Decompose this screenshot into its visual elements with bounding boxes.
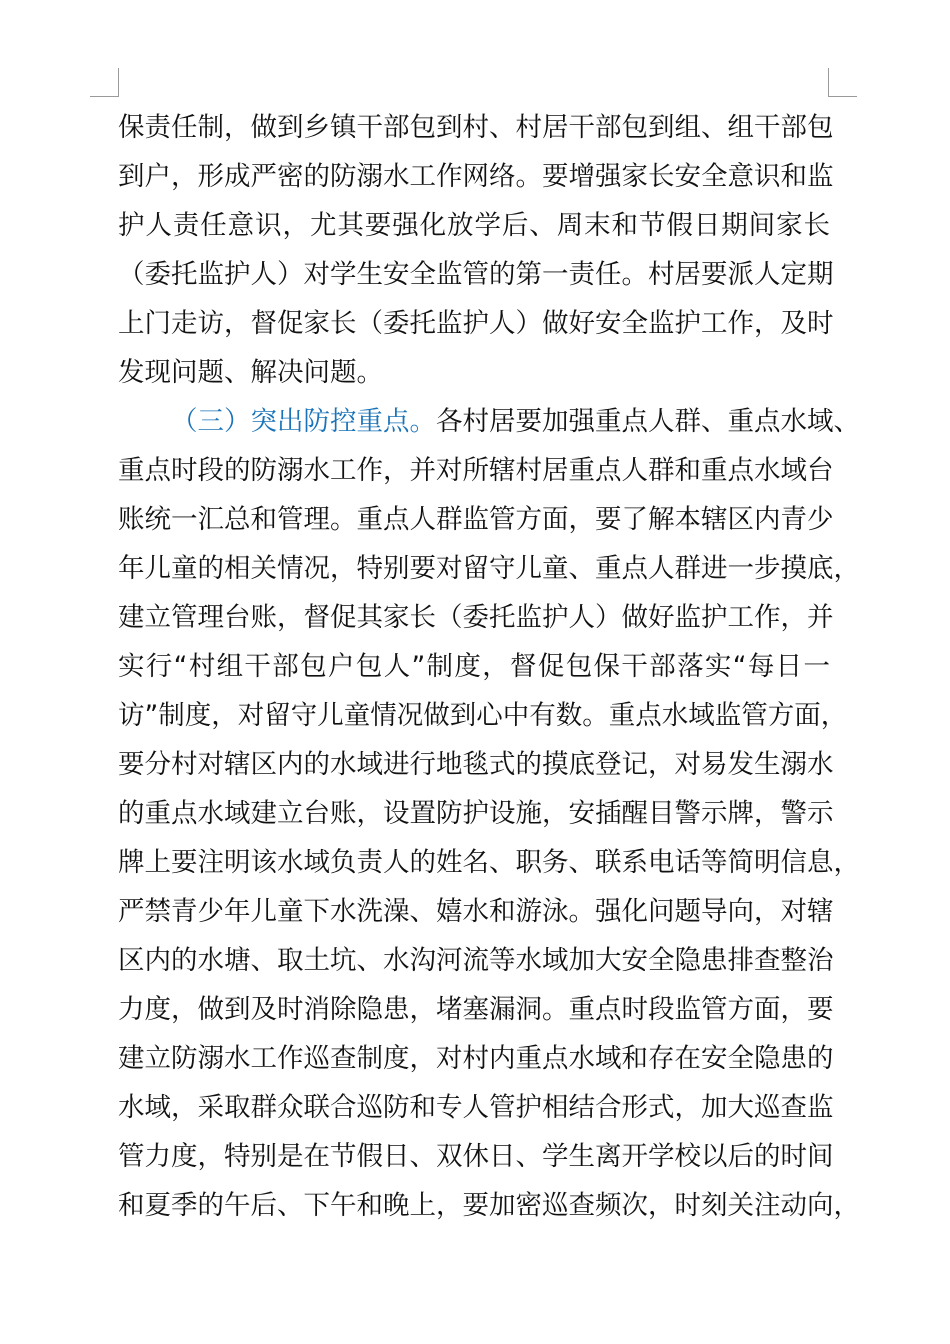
text-line: 管力度，特别是在节假日、双休日、学生离开学校以后的时间 (118, 1141, 834, 1172)
text-line: 区内的水塘、取土坑、水沟河流等水域加大安全隐患排查整治 (118, 945, 834, 976)
text-line: 的重点水域建立台账，设置防护设施，安插醒目警示牌，警示 (118, 798, 834, 829)
text-line: 实行“村组干部包户包人”制度，督促包保干部落实“每日一 (118, 651, 830, 682)
text-line: 保责任制，做到乡镇干部包到村、村居干部包到组、组干部包 (118, 112, 834, 143)
text-line: 护人责任意识，尤其要强化放学后、周末和节假日期间家长 (118, 210, 830, 241)
body-text (118, 103, 860, 1230)
text-line: 建立管理台账，督促其家长（委托监护人）做好监护工作，并 (118, 602, 834, 633)
crop-mark-top-left (90, 68, 119, 97)
text-line: 重点时段的防溺水工作，并对所辖村居重点人群和重点水域台 (118, 455, 834, 486)
text-line: 和夏季的午后、下午和晚上，要加密巡查频次，时刻关注动向， (118, 1190, 860, 1221)
text-line: 账统一汇总和管理。重点人群监管方面，要了解本辖区内青少 (118, 504, 834, 535)
section-3-first-line-text: 各村居要加强重点人群、重点水域、 (436, 406, 860, 437)
text-line: 建立防溺水工作巡查制度，对村内重点水域和存在安全隐患的 (118, 1043, 834, 1074)
text-line: 要分村对辖区内的水域进行地毯式的摸底登记，对易发生溺水 (118, 749, 834, 780)
text-line: （委托监护人）对学生安全监管的第一责任。村居要派人定期 (118, 259, 834, 290)
text-line: 水域，采取群众联合巡防和专人管护相结合形式，加大巡查监 (118, 1092, 834, 1123)
text-line: 牌上要注明该水域负责人的姓名、职务、联系电话等简明信息， (118, 847, 860, 878)
text-line: 访”制度，对留守儿童情况做到心中有数。重点水域监管方面， (118, 700, 848, 731)
text-line: 年儿童的相关情况，特别要对留守儿童、重点人群进一步摸底， (118, 553, 860, 584)
text-line: 严禁青少年儿童下水洗澡、嬉水和游泳。强化问题导向，对辖 (118, 896, 834, 927)
section-3-heading: （三）突出防控重点。 (171, 406, 436, 437)
text-line: 发现问题、解决问题。 (118, 357, 383, 388)
text-line: 力度，做到及时消除隐患，堵塞漏洞。重点时段监管方面，要 (118, 994, 834, 1025)
crop-mark-top-right (828, 68, 857, 97)
section-3-first-line (118, 397, 860, 446)
text-line: 上门走访，督促家长（委托监护人）做好安全监护工作，及时 (118, 308, 834, 339)
text-line: 到户，形成严密的防溺水工作网络。要增强家长安全意识和监 (118, 161, 834, 192)
